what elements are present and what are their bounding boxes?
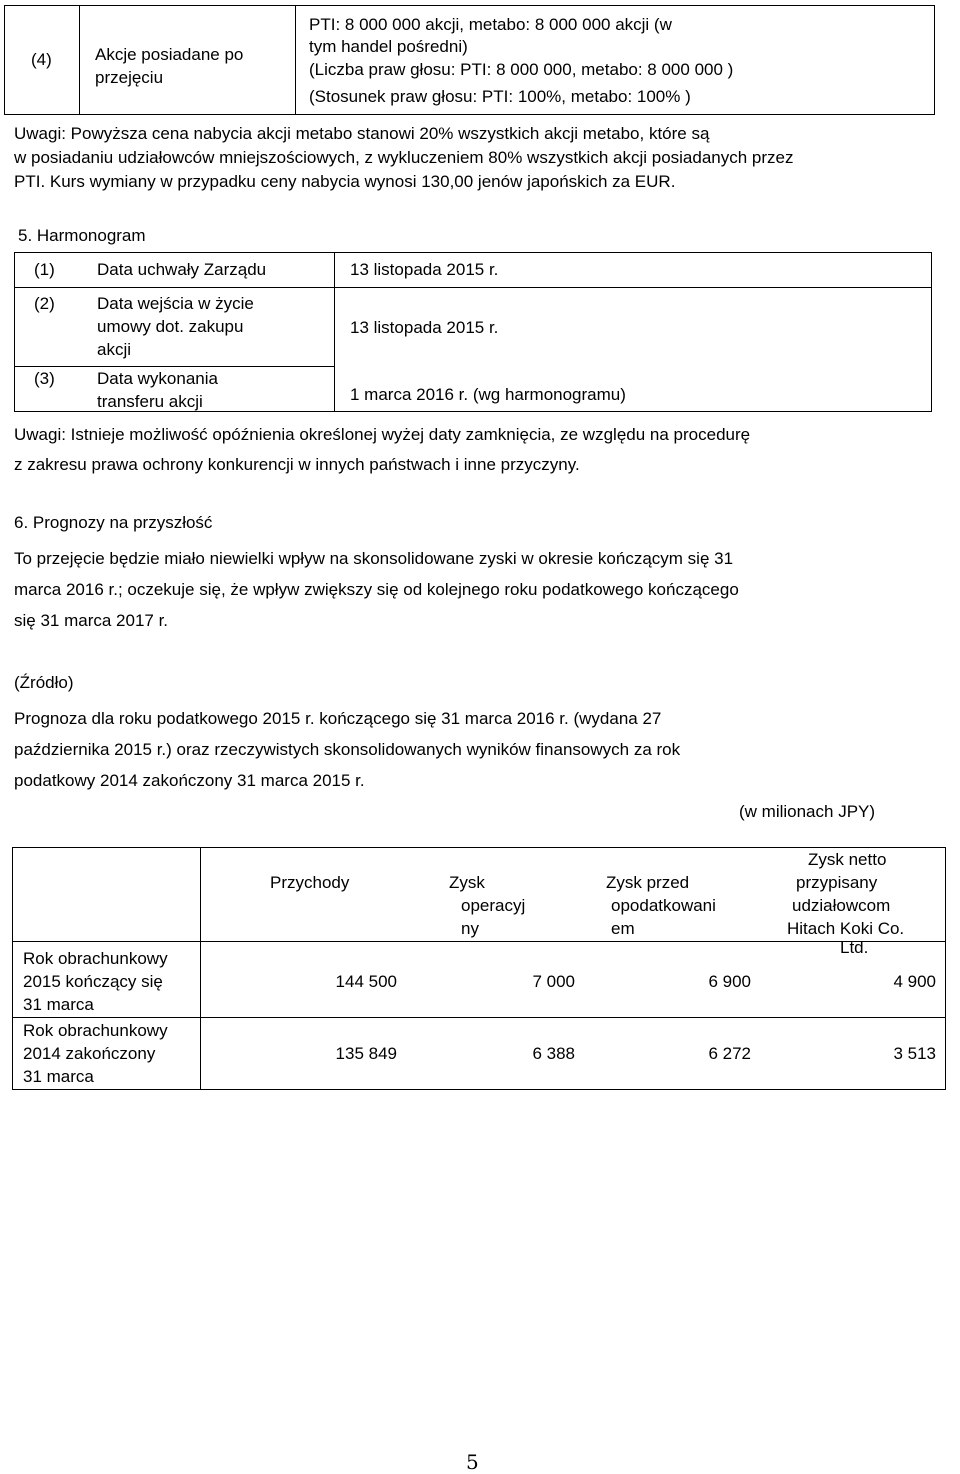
header-revenue: Przychody xyxy=(270,873,350,892)
schedule-row-2-value: 13 listopada 2015 r. xyxy=(350,318,499,337)
schedule-note-line-1: Uwagi: Istnieje możliwość opóźnienia określonej wyżej daty zamknięcia, ze względu na procedurę xyxy=(14,425,751,444)
row-2-label-line-1: Rok obrachunkowy xyxy=(23,1021,168,1040)
schedule-row-3-label-line-1: Data wykonania xyxy=(97,369,218,388)
row-2-revenue: 135 849 xyxy=(335,1044,397,1063)
schedule-row-2-label-line-1: Data wejścia w życie xyxy=(97,294,254,313)
header-net-line-3: udziałowcom xyxy=(792,896,891,915)
source-line-1: Prognoza dla roku podatkowego 2015 r. kończącego się 31 marca 2016 r. (wydana 27 xyxy=(14,709,662,728)
row-2-operating: 6 388 xyxy=(532,1044,575,1063)
header-operating-line-2: operacyj xyxy=(461,896,526,915)
row-2-pretax: 6 272 xyxy=(708,1044,751,1063)
header-pretax-line-2: opodatkowani xyxy=(611,896,716,915)
header-net-line-4: Hitach Koki Co. xyxy=(787,919,905,938)
item-content-line-1: PTI: 8 000 000 akcji, metabo: 8 000 000 akcji (w xyxy=(309,15,672,34)
financial-table xyxy=(12,847,946,1090)
schedule-border xyxy=(334,252,335,412)
schedule-border xyxy=(931,252,932,412)
schedule-row-2-label-line-3: akcji xyxy=(97,340,132,359)
schedule-border xyxy=(14,252,15,412)
section-5-heading: 5. Harmonogram xyxy=(18,226,146,245)
schedule-note-line-2: z zakresu prawa ochrony konkurencji w innych państwach i inne przyczyny. xyxy=(14,455,580,474)
item-content-line-3: (Liczba praw głosu: PTI: 8 000 000, metabo: 8 000 000 ) xyxy=(309,60,734,79)
source-heading: (Źródło) xyxy=(14,673,74,692)
schedule-border xyxy=(14,287,932,288)
header-operating-line-3: ny xyxy=(461,919,479,938)
unit-label: (w milionach JPY) xyxy=(739,802,876,821)
section-6-heading: 6. Prognozy na przyszłość xyxy=(14,513,213,532)
forecast-line-1: To przejęcie będzie miało niewielki wpływ na skonsolidowane zyski w okresie kończącym się 31 xyxy=(14,549,734,568)
row-1-revenue: 144 500 xyxy=(335,972,397,991)
schedule-border xyxy=(14,252,932,253)
item-content-line-2: tym handel pośredni) xyxy=(309,37,468,56)
header-net-line-2: przypisany xyxy=(796,873,878,892)
schedule-row-2-number: (2) xyxy=(34,294,55,313)
row-2-label-line-3: 31 marca xyxy=(23,1067,94,1086)
row-1-pretax: 6 900 xyxy=(708,972,751,991)
row-1-operating: 7 000 xyxy=(532,972,575,991)
source-line-3: podatkowy 2014 zakończony 31 marca 2015 r. xyxy=(14,771,365,790)
price-note-line-3: PTI. Kurs wymiany w przypadku ceny nabycia wynosi 130,00 jenów japońskich za EUR. xyxy=(14,172,676,191)
schedule-table xyxy=(14,252,932,412)
schedule-row-3-number: (3) xyxy=(34,369,55,388)
fin-border xyxy=(200,847,201,1090)
row-1-label-line-3: 31 marca xyxy=(23,995,94,1014)
fin-border xyxy=(12,847,13,1090)
fin-border xyxy=(12,1089,946,1090)
item-number: (4) xyxy=(31,50,52,69)
page-number: 5 xyxy=(466,1450,479,1474)
shares-held-table xyxy=(4,5,935,115)
row-1-label-line-2: 2015 kończący się xyxy=(23,972,163,991)
source-line-2: października 2015 r.) oraz rzeczywistych skonsolidowanych wyników finansowych za rok xyxy=(14,740,681,759)
item-label-line-2: przejęciu xyxy=(95,68,164,87)
item-label-cell xyxy=(80,6,296,114)
header-net-cell xyxy=(772,847,936,957)
header-net-line-1: Zysk netto xyxy=(808,850,887,869)
forecast-line-2: marca 2016 r.; oczekuje się, że wpływ zwiększy się od kolejnego roku podatkowego kończącego xyxy=(14,580,739,599)
item-number-cell xyxy=(5,6,80,114)
schedule-row-1-number: (1) xyxy=(34,260,55,279)
schedule-row-1-label: Data uchwały Zarządu xyxy=(97,260,267,279)
schedule-row-2-label-line-2: umowy dot. zakupu xyxy=(97,317,244,336)
schedule-row-3-label-line-2: transferu akcji xyxy=(97,392,203,411)
schedule-border xyxy=(14,366,334,367)
item-content-cell xyxy=(296,6,934,114)
row-2-net: 3 513 xyxy=(893,1044,936,1063)
schedule-row-3-value: 1 marca 2016 r. (wg harmonogramu) xyxy=(350,385,626,404)
price-note-line-2: w posiadaniu udziałowców mniejszościowych, z wykluczeniem 80% wszystkich akcji posiadanych przez xyxy=(14,148,794,167)
fin-border xyxy=(12,1017,946,1018)
row-2-label-line-2: 2014 zakończony xyxy=(23,1044,156,1063)
item-label-line-1: Akcje posiadane po xyxy=(95,45,244,64)
price-note-line-1: Uwagi: Powyższa cena nabycia akcji metabo stanowi 20% wszystkich akcji metabo, które są xyxy=(14,124,710,143)
schedule-row-1-value: 13 listopada 2015 r. xyxy=(350,260,499,279)
item-content-line-4: (Stosunek praw głosu: PTI: 100%, metabo: 100% ) xyxy=(309,87,691,106)
header-pretax-line-1: Zysk przed xyxy=(606,873,690,892)
header-pretax-line-3: em xyxy=(611,919,635,938)
header-net-line-5: Ltd. xyxy=(840,938,869,957)
header-operating-line-1: Zysk xyxy=(449,873,485,892)
row-1-label-line-1: Rok obrachunkowy xyxy=(23,949,168,968)
row-1-net: 4 900 xyxy=(893,972,936,991)
fin-border xyxy=(12,941,946,942)
fin-border xyxy=(945,847,946,1090)
forecast-line-3: się 31 marca 2017 r. xyxy=(14,611,169,630)
